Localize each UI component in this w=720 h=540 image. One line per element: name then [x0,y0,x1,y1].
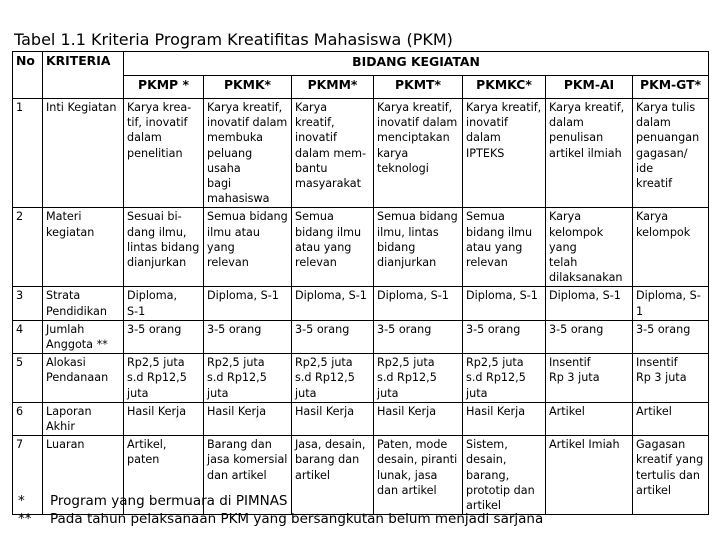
footnote-text: Pada tahun pelaksanaan PKM yang bersangkutan belum menjadi sarjana [50,511,544,527]
table-cell: Hasil Kerja [292,402,374,435]
row-number: 3 [13,287,43,320]
footnote [18,510,543,528]
table-cell: Gagasan kreatif yang tertulis dan artikel [633,436,709,515]
table-cell: Karya kreatif, inovatif dalam menciptakan karya teknologi [374,99,463,208]
row-number: 2 [13,208,43,287]
table-title: Tabel 1.1 Kriteria Program Kreatifitas Mahasiswa (PKM) [14,30,453,49]
footnote [18,492,543,510]
row-criteria: Alokasi Pendanaan [43,354,124,403]
header-bidang-kegiatan: BIDANG KEGIATAN [124,52,709,76]
header-kriteria: KRITERIA [43,52,124,99]
table-cell: Semua bidang ilmu, lintas bidang dianjurkan [374,208,463,287]
table-cell: Hasil Kerja [124,402,204,435]
table-cell: 3-5 orang [124,320,204,353]
header-no: No [13,52,43,99]
footnotes [18,492,543,528]
table-cell: Karya kreatif, inovatif dalam mem- bantu masyarakat [292,99,374,208]
table-cell: Rp2,5 juta s.d Rp12,5 juta [204,354,292,403]
table-cell: Barang dan jasa komersial dan artikel [204,436,292,515]
table-row [13,402,709,435]
table-cell: Rp2,5 juta s.d Rp12,5 juta [124,354,204,403]
table-cell: Diploma, S-1 [374,287,463,320]
table-cell: Insentif Rp 3 juta [546,354,633,403]
row-number: 4 [13,320,43,353]
row-number: 7 [13,436,43,515]
row-criteria: Luaran [43,436,124,515]
column-header: PKM-AI [546,76,633,99]
pkm-criteria-table [12,51,709,515]
row-number: 1 [13,99,43,208]
column-header: PKMKC* [463,76,546,99]
table-cell: Diploma, S-1 [546,287,633,320]
table-row [13,208,709,287]
table-cell: Artikel Imiah [546,436,633,515]
row-number: 6 [13,402,43,435]
table-cell: Karya tulis dalam penuangan gagasan/ ide kreatif [633,99,709,208]
table-row [13,354,709,403]
row-criteria: Laporan Akhir [43,402,124,435]
table-cell: Diploma, S-1 [633,287,709,320]
table-cell: 3-5 orang [463,320,546,353]
table-cell: Karya krea- tif, inovatif dalam penelitian [124,99,204,208]
table-cell: Artikel, paten [124,436,204,515]
table-cell: Artikel [546,402,633,435]
row-criteria: Jumlah Anggota ** [43,320,124,353]
table-cell: Rp2,5 juta s.d Rp12,5 juta [463,354,546,403]
table-cell: Diploma, S-1 [124,287,204,320]
table-cell: Jasa, desain, barang dan artikel [292,436,374,515]
table-cell: Karya kelompok [633,208,709,287]
row-criteria: Materi kegiatan [43,208,124,287]
table-cell: Hasil Kerja [204,402,292,435]
table-cell: 3-5 orang [546,320,633,353]
footnote-mark: * [18,493,25,509]
table-cell: 3-5 orang [374,320,463,353]
table-cell: Insentif Rp 3 juta [633,354,709,403]
table-cell: Diploma, S-1 [292,287,374,320]
table-cell: Semua bidang ilmu atau yang relevan [292,208,374,287]
table-cell: Sistem, desain, barang, prototip dan artikel [463,436,546,515]
table-cell: Hasil Kerja [374,402,463,435]
table-cell: Hasil Kerja [463,402,546,435]
column-header: PKM-GT* [633,76,709,99]
table-cell: Karya kreatif, inovatif dalam membuka peluang usaha bagi mahasiswa [204,99,292,208]
table-cell: 3-5 orang [292,320,374,353]
table-row [13,99,709,208]
table-row [13,320,709,353]
table-cell: Karya kelompok yang telah dilaksanakan [546,208,633,287]
table-cell: Karya kreatif, dalam penulisan artikel ilmiah [546,99,633,208]
table-cell: Semua bidang ilmu atau yang relevan [204,208,292,287]
row-number: 5 [13,354,43,403]
column-header: PKMT* [374,76,463,99]
column-header: PKMM* [292,76,374,99]
footnote-text: Program yang bermuara di PIMNAS [50,493,288,509]
row-criteria: Inti Kegiatan [43,99,124,208]
row-criteria: Strata Pendidikan [43,287,124,320]
table-cell: 3-5 orang [633,320,709,353]
table-cell: 3-5 orang [204,320,292,353]
table-cell: Sesuai bi- dang ilmu, lintas bidang dianjurkan [124,208,204,287]
table-cell: Diploma, S-1 [463,287,546,320]
table-cell: Semua bidang ilmu atau yang relevan [463,208,546,287]
table-cell: Diploma, S-1 [204,287,292,320]
table-row [13,287,709,320]
table-cell: Artikel [633,402,709,435]
table-cell: Paten, mode desain, piranti lunak, jasa dan artikel [374,436,463,515]
column-header: PKMP * [124,76,204,99]
table-cell: Rp2,5 juta s.d Rp12,5 juta [292,354,374,403]
table-cell: Karya kreatif, inovatif dalam IPTEKS [463,99,546,208]
table-cell: Rp2,5 juta s.d Rp12,5 juta [374,354,463,403]
column-header: PKMK* [204,76,292,99]
footnote-mark: ** [18,511,32,527]
